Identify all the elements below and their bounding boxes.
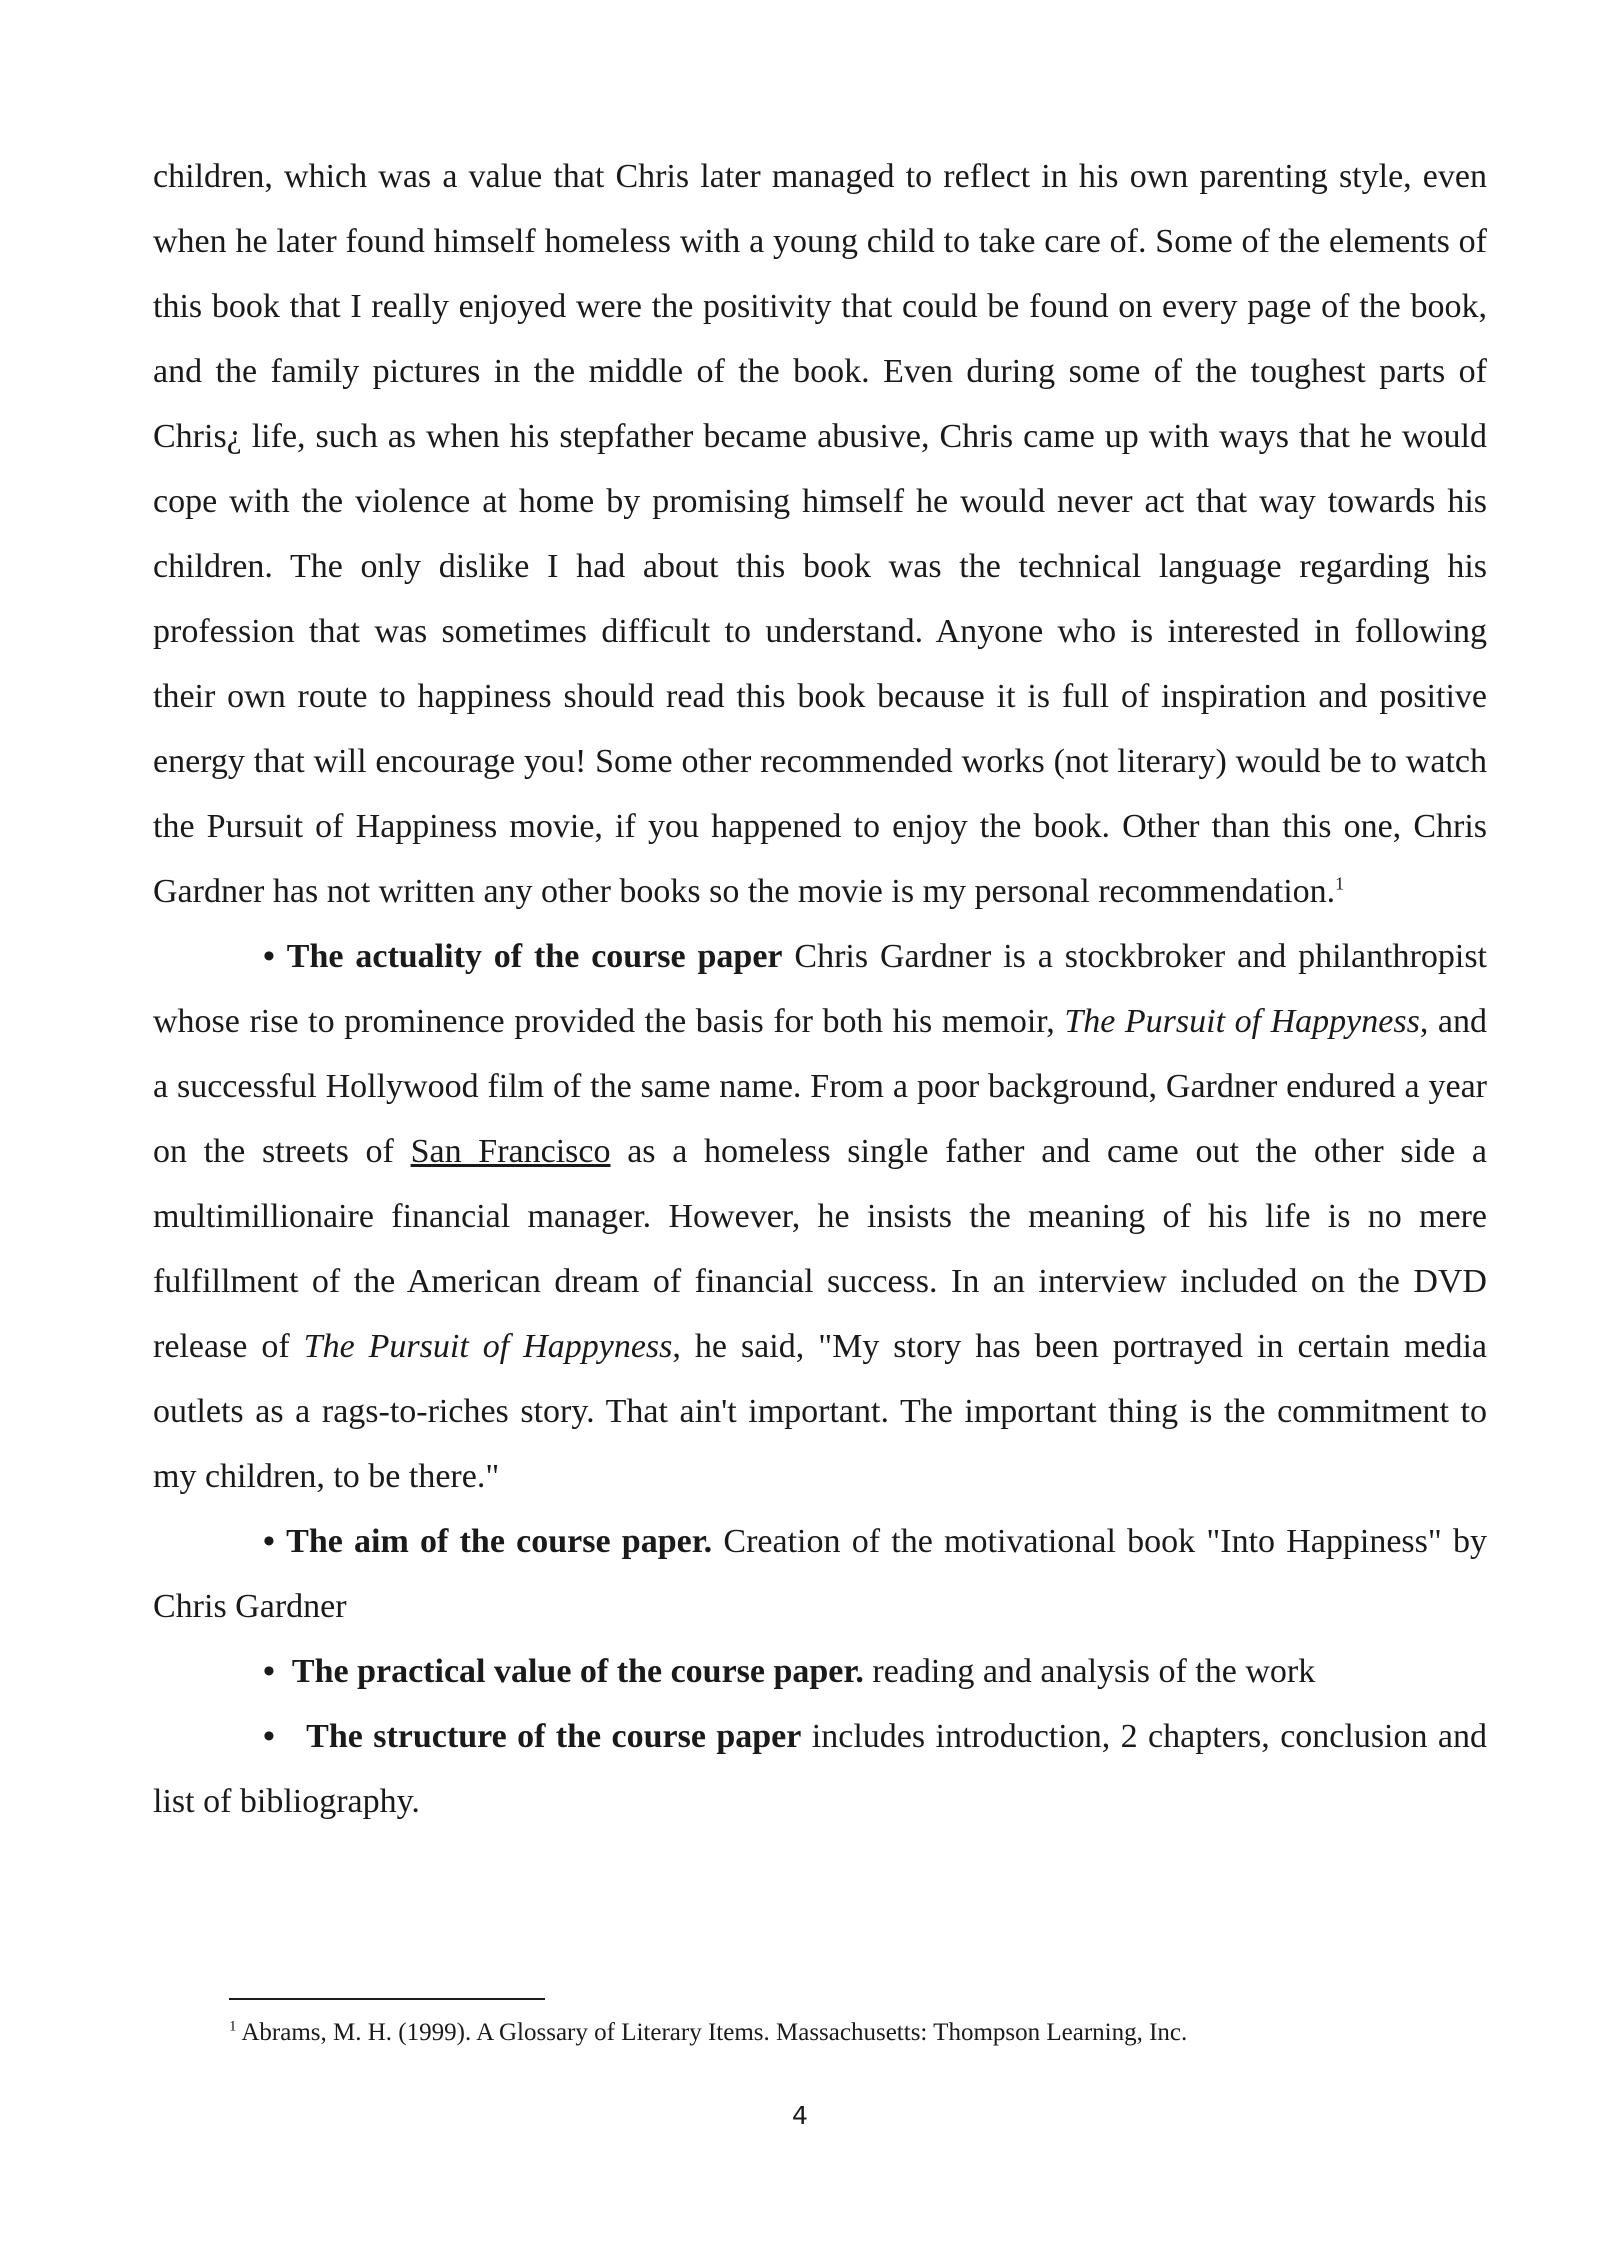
bullet-marker: • — [263, 1653, 275, 1690]
paragraph-structure — [153, 1704, 1487, 1834]
paragraph-actuality — [153, 924, 1487, 1509]
san-francisco-link[interactable]: San Francisco — [410, 1133, 611, 1170]
actuality-text-3: as a homeless single father and came out the other side a multimillionaire financial manager. However, he insists the meaning of his life is no mere fulfillment of the American dream of financial success. In an interview included on the DVD release of — [153, 1133, 1488, 1365]
paragraph-continuation — [153, 144, 1487, 924]
book-title-1: The Pursuit of Happyness — [1064, 1003, 1420, 1040]
footnote-text: Abrams, M. H. (1999). A Glossary of Literary Items. Massachusetts: Thompson Learning, Inc. — [236, 2019, 1188, 2046]
footnote-reference[interactable]: 1 — [1335, 873, 1345, 894]
book-title-2: The Pursuit of Happyness — [303, 1328, 673, 1365]
aim-text: Creation of the motivational book "Into Happiness" by Chris Gardner — [153, 1523, 1487, 1625]
page-number: 4 — [792, 2101, 808, 2130]
aim-heading: The aim of the course paper. — [286, 1523, 713, 1560]
bullet-marker: • — [263, 1718, 275, 1755]
bullet-marker: • — [263, 1523, 275, 1560]
paragraph-text: children, which was a value that Chris later managed to reflect in his own parenting style, even when he later found himself homeless with a young child to take care of. Some of the elements of this book that I really enjoyed were the positivity that could be found on every page of the book, and the family pictures in the middle of the book. Even during some of the toughest parts of Chris¿ life, such as when his stepfather became abusive, Chris came up with ways that he would cope with the violence at home by promising himself he would never act that way towards his children. The only dislike I had about this book was the technical language regarding his profession that was sometimes difficult to understand. Anyone who is interested in following their own route to happiness should read this book because it is full of inspiration and positive energy that will encourage you! Some other recommended works (not literary) would be to watch the Pursuit of Happiness movie, if you happened to enjoy the book. Other than this one, Chris Gardner has not written any other books so the movie is my personal recommendation. — [153, 158, 1487, 910]
practical-value-text: reading and analysis of the work — [863, 1653, 1316, 1690]
bullet-marker: • — [263, 938, 275, 975]
body-text — [153, 144, 1487, 1834]
paragraph-practical-value — [153, 1639, 1487, 1704]
paragraph-aim — [153, 1509, 1487, 1639]
footnote — [229, 2016, 1479, 2050]
footnote-separator — [229, 1998, 545, 2000]
actuality-text-2: , and a successful Hollywood film of the same name. From a poor background, Gardner endured a year on the streets of — [153, 1003, 1487, 1170]
structure-text: includes introduction, 2 chapters, conclusion and list of bibliography. — [153, 1718, 1487, 1820]
actuality-text-1: Chris Gardner is a stockbroker and philanthropist whose rise to prominence provided the basis for both his memoir, — [153, 938, 1487, 1040]
structure-heading: The structure of the course paper — [306, 1718, 802, 1755]
practical-value-heading: The practical value of the course paper. — [291, 1653, 864, 1690]
actuality-text-4: , he said, "My story has been portrayed in certain media outlets as a rags-to-riches story. That ain't important. The important thing is the commitment to my children, to be there." — [153, 1328, 1487, 1495]
footnote-marker: 1 — [229, 2018, 237, 2035]
actuality-heading: The actuality of the course paper — [286, 938, 783, 975]
